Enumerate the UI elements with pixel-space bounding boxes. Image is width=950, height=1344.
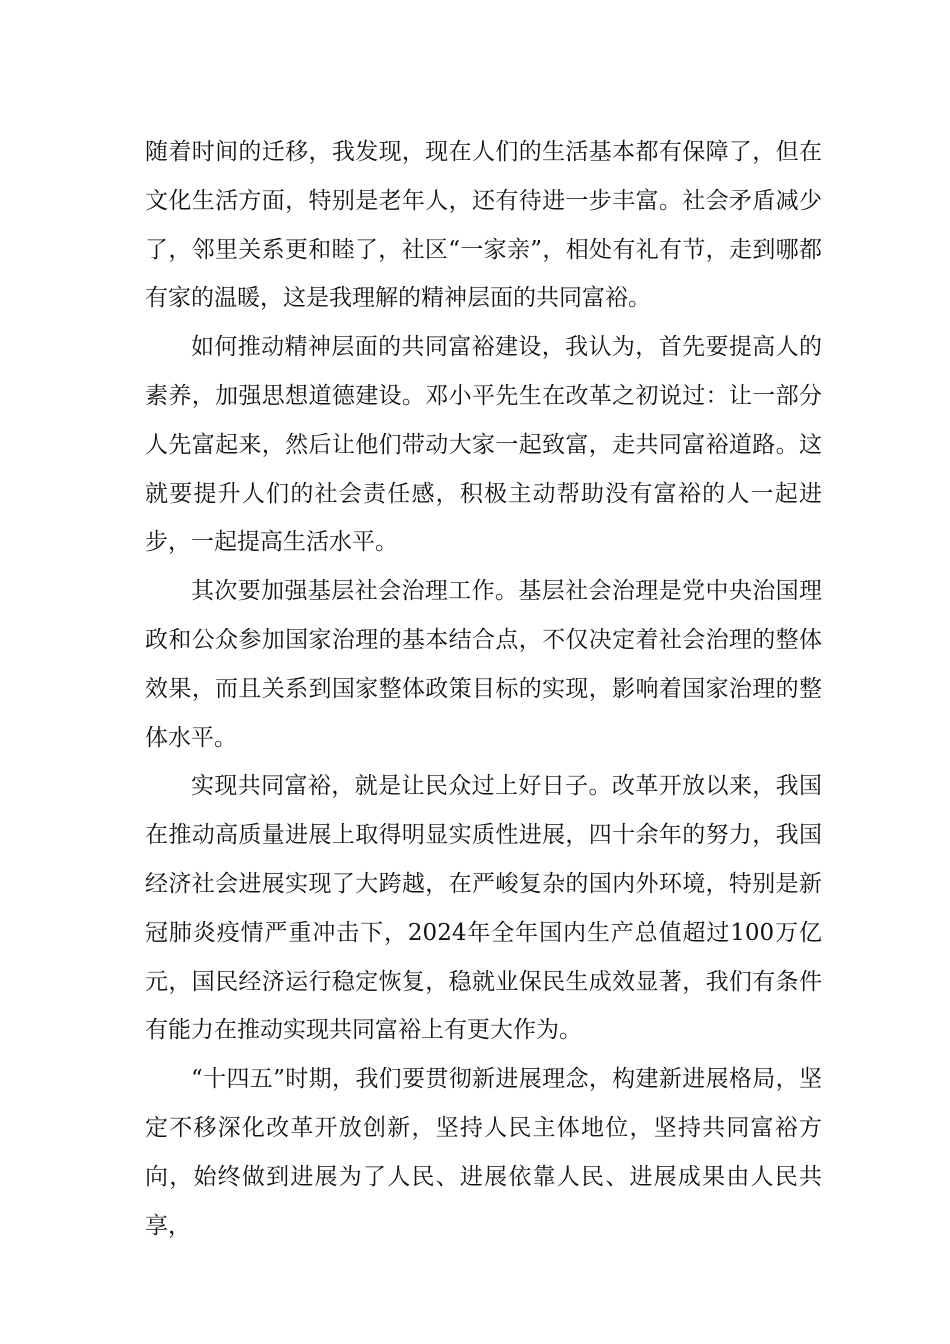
paragraph-3: 其次要加强基层社会治理工作。基层社会治理是党中央治国理政和公众参加国家治理的基本结合点，不仅决定着社会治理的整体效果，而且关系到国家整体政策目标的实现，影响着国家治理的整体水平。 xyxy=(145,578,822,751)
paragraph-2: 如何推动精神层面的共同富裕建设，我认为，首先要提高人的素养，加强思想道德建设。邓小平先生在改革之初说过：让一部分人先富起来，然后让他们带动大家一起致富，走共同富裕道路。这就要提升人们的社会责任感，积极主动帮助没有富裕的人一起进步，一起提高生活水平。 xyxy=(145,334,822,556)
paragraph-4: 实现共同富裕，就是让民众过上好日子。改革开放以来，我国在推动高质量进展上取得明显实质性进展，四十余年的努力，我国经济社会进展实现了大跨越，在严峻复杂的国内外环境，特别是新冠肺炎疫情严重冲击下，2024年全年国内生产总值超过100万亿元，国民经济运行稳定恢复，稳就业保民生成效显著，我们有条件有能力在推动实现共同富裕上有更大作为。 xyxy=(145,773,822,1044)
paragraph-1: 随着时间的迁移，我发现，现在人们的生活基本都有保障了，但在文化生活方面，特别是老年人，还有待进一步丰富。社会矛盾减少了，邻里关系更和睦了，社区“一家亲”，相处有礼有节，走到哪都有家的温暖，这是我理解的精神层面的共同富裕。 xyxy=(145,139,822,312)
document-body xyxy=(145,128,822,1250)
paragraph-5: “十四五”时期，我们要贯彻新进展理念，构建新进展格局，坚定不移深化改革开放创新，坚持人民主体地位，坚持共同富裕方向，始终做到进展为了人民、进展依靠人民、进展成果由人民共享， xyxy=(145,1066,822,1239)
